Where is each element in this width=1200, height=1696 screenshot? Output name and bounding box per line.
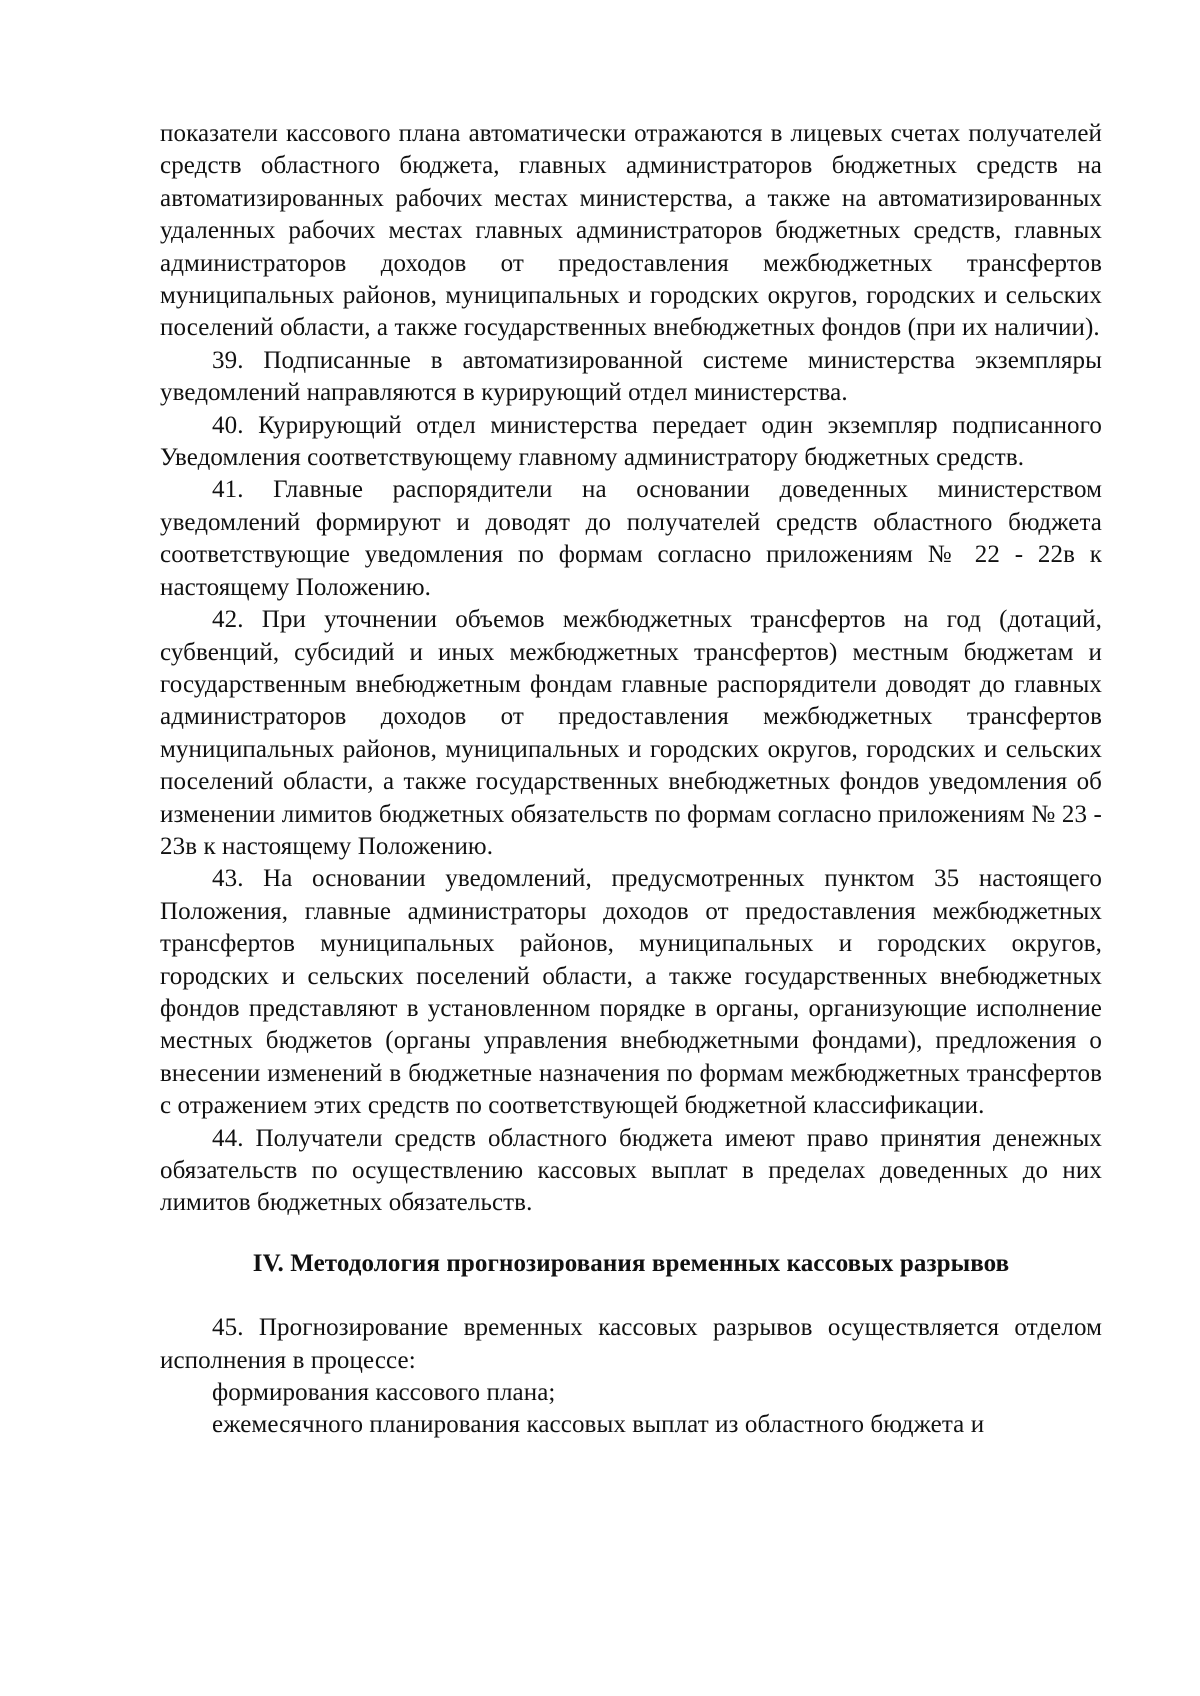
- paragraph-45-item-1: формирования кассового плана;: [212, 1379, 556, 1407]
- paragraph-39: 39. Подписанные в автоматизированной системе министерства экземпляры уведомлений направляются в курирующий отдел министерства.: [160, 346, 1102, 407]
- paragraph-42: 42. При уточнении объемов межбюджетных трансфертов на год (дотаций, субвенций, субсидий и иных межбюджетных трансфертов) местным бюджетам и государственным внебюджетным фондам главные распорядители доводят до главных администраторов доходов от предоставления межбюджетных трансфертов муниципальных районов, муниципальных и городских округов, городских и сельских поселений области, а также государственных внебюджетных фондов уведомления об изменении лимитов бюджетных обязательств по формам согласно приложениям № 23 - 23в к настоящему Положению.: [160, 606, 1102, 860]
- paragraph-continuation: показатели кассового плана автоматически отражаются в лицевых счетах получателей средств областного бюджета, главных администраторов бюджетных средств на автоматизированных рабочих местах министерства, а также на автоматизированных удаленных рабочих местах главных администраторов бюджетных средств, главных администраторов доходов от предоставления межбюджетных трансфертов муниципальных районов, муниципальных и городских округов, городских и сельских поселений области, а также государственных внебюджетных фондов (при их наличии).: [160, 120, 1102, 342]
- paragraph-43: 43. На основании уведомлений, предусмотренных пунктом 35 настоящего Положения, главные администраторы доходов от предоставления межбюджетных трансфертов муниципальных районов, муниципальных и городских округов, городских и сельских поселений области, а также государственных внебюджетных фондов представляют в установленном порядке в органы, организующие исполнение местных бюджетов (органы управления внебюджетными фондами), предложения о внесении изменений в бюджетные назначения по формам межбюджетных трансфертов с отражением этих средств по соответствующей бюджетной классификации.: [160, 865, 1102, 1120]
- document-page: [160, 118, 1102, 1442]
- paragraph-45-item-2: ежемесячного планирования кассовых выплат из областного бюджета и: [212, 1411, 985, 1439]
- paragraph-40: 40. Курирующий отдел министерства передает один экземпляр подписанного Уведомления соответствующему главному администратору бюджетных средств.: [160, 411, 1102, 472]
- paragraph-44: 44. Получатели средств областного бюджета имеют право принятия денежных обязательств по осуществлению кассовых выплат в пределах доведенных до них лимитов бюджетных обязательств.: [160, 1124, 1102, 1217]
- paragraph-41: 41. Главные распорядители на основании доведенных министерством уведомлений формируют и доводят до получателей средств областного бюджета соответствующие уведомления по формам согласно приложениям № 22 - 22в к настоящему Положению.: [160, 476, 1102, 601]
- section-title: IV. Методология прогнозирования временных кассовых разрывов: [252, 1249, 1010, 1277]
- paragraph-45: 45. Прогнозирование временных кассовых разрывов осуществляется отделом исполнения в процессе:: [160, 1314, 1102, 1374]
